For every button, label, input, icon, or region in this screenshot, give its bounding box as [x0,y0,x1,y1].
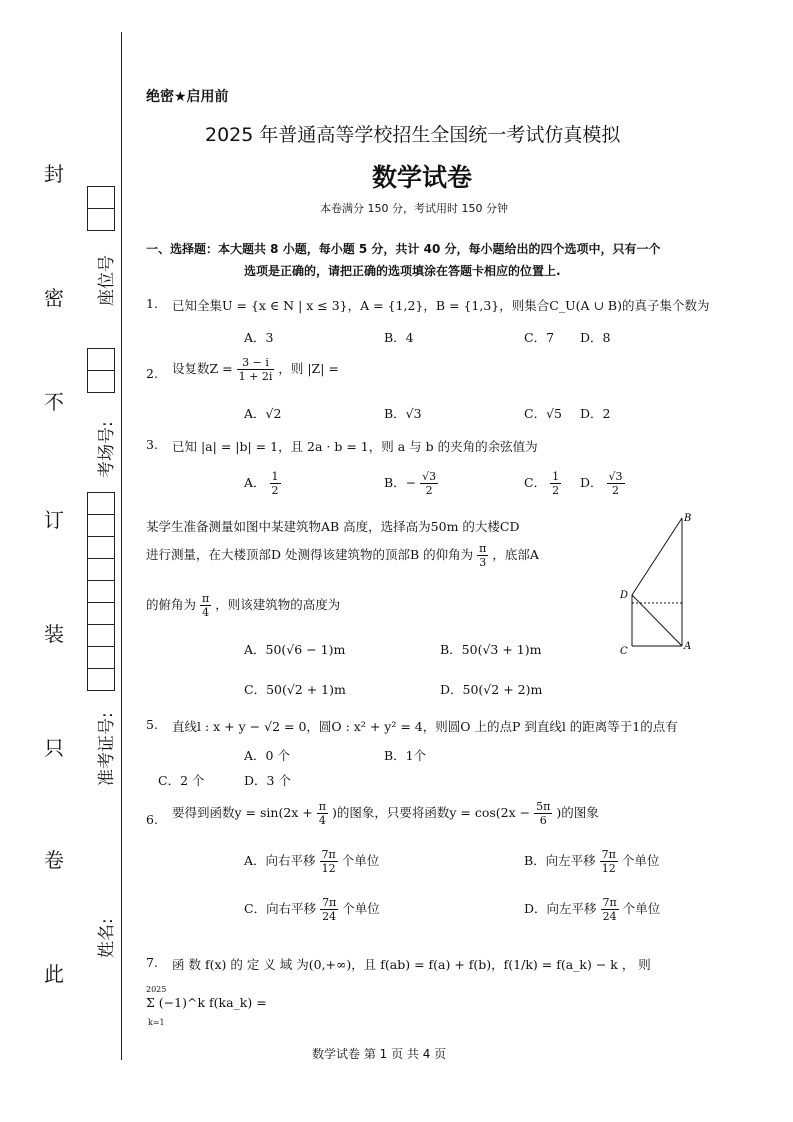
q4-line3-tail: ，则该建筑物的高度为 [215,597,341,612]
q2-frac-den: 1 + 2i [238,370,273,383]
q7-number: 7. [146,955,158,970]
q6-a-frac [320,848,338,875]
q6-c-unit: 个单位 [342,901,380,916]
q6-option-b[interactable] [524,848,659,875]
q3-d-label: D． [580,475,603,490]
q3-option-b[interactable] [384,470,438,497]
q6-stem [172,800,599,827]
q3-a-num: 1 [271,470,279,483]
q2-option-a[interactable]: A．√2 [244,406,282,421]
q4-option-d[interactable]: D．50(√2 + 2)m [440,682,543,697]
q4-option-b[interactable]: B．50(√3 + 1)m [440,642,542,657]
q4-angle-up-den: 3 [479,556,487,569]
page-footer: 数学试卷 第 1 页 共 4 页 [312,1047,447,1061]
q1-stem: 已知全集U = {x ∈ N | x ≤ 3}，A = {1,2}，B = {1,3}，则集合C_U(A ∪ B)的真子集个数为 [172,298,710,313]
q4-line2 [146,542,539,569]
q3-option-d[interactable] [580,470,625,497]
q6-option-d[interactable] [524,896,660,923]
q6-option-c[interactable] [244,896,380,923]
binding-char-5: 装 [44,622,64,646]
q3-b-den: 2 [425,484,433,497]
q3-a-label: A． [244,475,266,490]
q6-frac2-num: 5π [536,800,551,813]
q6-frac1 [317,800,328,827]
binding-char-7: 卷 [44,848,64,872]
q7-stem: 函 数 f(x) 的 定 义 域 为(0,+∞)，且 f(ab) = f(a) + f(b)，f(1/k) = f(a_k) − k ， 则 [172,957,651,972]
q6-c-num: 7π [322,896,337,909]
q3-option-a[interactable] [244,470,281,497]
q4-option-c[interactable]: C．50(√2 + 1)m [244,682,346,697]
q3-c-frac [550,470,561,497]
q6-frac1-den: 4 [318,814,326,827]
section1-line2: 选项是正确的，请把正确的选项填涂在答题卡相应的位置上. [244,264,561,278]
binding-char-2: 密 [44,286,64,310]
seat-number-boxes[interactable] [87,186,115,231]
q4-line1: 某学生准备测量如图中某建筑物AB 高度，选择高为50m 的大楼CD [146,519,520,534]
q3-stem: 已知 |a| = |b| = 1，且 2a · b = 1，则 a 与 b 的夹角的余弦值为 [172,439,538,454]
q5-option-a[interactable]: A．0 个 [244,748,290,763]
q3-c-den: 2 [552,484,560,497]
q6-a-label: A．向右平移 [244,853,316,868]
binding-char-1: 封 [44,162,64,186]
q3-c-num: 1 [552,470,560,483]
q7-sum: Σ (−1)^k f(ka_k) = [146,995,267,1010]
section1-line1: 一、选择题：本大题共 8 小题，每小题 5 分，共计 40 分，每小题给出的四个选项中，只有一个 [146,242,661,256]
label-b: B [684,513,692,524]
q3-a-den: 2 [271,484,279,497]
q4-line3 [146,592,340,619]
q6-a-den: 12 [321,862,336,875]
room-number-boxes[interactable] [87,348,115,393]
binding-line [121,32,122,1060]
q6-d-den: 24 [602,910,617,923]
binding-char-3: 不 [44,390,64,414]
q6-a-unit: 个单位 [341,853,380,868]
q3-c-label: C． [524,475,547,490]
q2-option-b[interactable]: B．√3 [384,406,422,421]
binding-char-8: 此 [44,962,64,986]
q4-line2-text: 进行测量，在大楼顶部D 处测得该建筑物的顶部B 的仰角为 [146,547,474,562]
q2-option-d[interactable]: D．2 [580,406,611,421]
q3-option-c[interactable] [524,470,561,497]
q6-frac1-num: π [318,800,326,813]
q2-stem [172,356,339,383]
q6-pre: 要得到函数y = sin(2x + [172,805,313,820]
q6-b-den: 12 [601,862,616,875]
building-figure [612,508,702,658]
seat-label: 座位号 [97,255,117,306]
line-db [632,518,682,595]
q4-line2-tail: ，底部A [492,547,539,562]
q6-d-label: D．向左平移 [524,901,597,916]
q6-b-num: 7π [601,848,616,861]
q3-b-label: B． [384,475,406,490]
label-c: C [620,646,628,657]
room-label: 考场号: [97,421,117,478]
q2-pre: 设复数Z = [172,361,233,376]
q5-stem: 直线l : x + y − √2 = 0，圆O : x² + y² = 4，则圆O 上的点P 到直线l 的距离等于1的点有 [172,719,678,734]
label-d: D [620,590,629,601]
q6-c-label: C．向右平移 [244,901,317,916]
q1-option-a[interactable]: A．3 [244,330,274,345]
q6-b-frac [600,848,618,875]
q6-d-unit: 个单位 [622,901,661,916]
q2-fraction [237,356,275,383]
q3-d-den: 2 [612,484,620,497]
q5-number: 5. [146,717,158,732]
q2-number: 2. [146,366,158,381]
q7-sum-bottom: k=1 [148,1018,165,1027]
q3-d-frac [607,470,625,497]
q3-d-num: √3 [608,470,623,483]
q6-post: )的图象 [556,805,599,820]
q4-angle-down-den: 4 [202,606,210,619]
q2-option-c[interactable]: C．√5 [524,406,562,421]
exam-subtitle: 数学试卷 [372,163,473,192]
q3-b-sign: − [405,475,417,490]
q6-mid: )的图象，只要将函数y = cos(2x − [331,805,531,820]
q6-c-den: 24 [322,910,337,923]
q4-angle-down [200,592,211,619]
q4-angle-up [477,542,488,569]
q6-frac2-den: 6 [539,814,547,827]
q3-a-frac [270,470,281,497]
q6-d-num: 7π [602,896,617,909]
q6-a-num: 7π [321,848,336,861]
q5-option-d[interactable]: D．3 个 [244,773,291,788]
q7-sum-top: 2025 [146,985,167,994]
label-a: A [684,641,692,652]
binding-char-4: 订 [44,508,64,532]
q1-option-b[interactable]: B．4 [384,330,414,345]
secret-mark: 绝密★启用前 [146,89,229,105]
q2-post: ，则 |Z| = [278,361,339,376]
q5-option-c[interactable]: C．2 个 [158,773,205,788]
q6-option-a[interactable] [244,848,379,875]
q6-b-unit: 个单位 [621,853,660,868]
q6-c-frac [320,896,338,923]
q6-number: 6. [146,812,158,827]
q4-line3-text: 的俯角为 [146,597,197,612]
q4-angle-up-num: π [479,542,487,555]
q1-option-d[interactable]: D．8 [580,330,611,345]
q4-option-a[interactable]: A．50(√6 − 1)m [244,642,346,657]
q1-option-c[interactable]: C．7 [524,330,555,345]
exam-note: 本卷满分 150 分，考试用时 150 分钟 [320,202,508,215]
name-label: 姓名: [97,918,117,958]
q1-number: 1. [146,296,158,311]
q2-frac-num: 3 − i [237,356,275,370]
q6-frac2 [534,800,552,827]
q3-b-num: √3 [422,470,437,483]
exam-id-boxes[interactable] [87,492,115,691]
exam-id-label: 准考证号: [97,712,117,786]
q4-angle-down-num: π [202,592,210,605]
q6-b-label: B．向左平移 [524,853,596,868]
q3-b-frac [420,470,438,497]
q6-d-frac [601,896,619,923]
q3-number: 3. [146,437,158,452]
q5-option-b[interactable]: B．1个 [384,748,427,763]
exam-title: 2025 年普通高等学校招生全国统一考试仿真模拟 [205,124,621,146]
binding-char-6: 只 [44,736,64,760]
